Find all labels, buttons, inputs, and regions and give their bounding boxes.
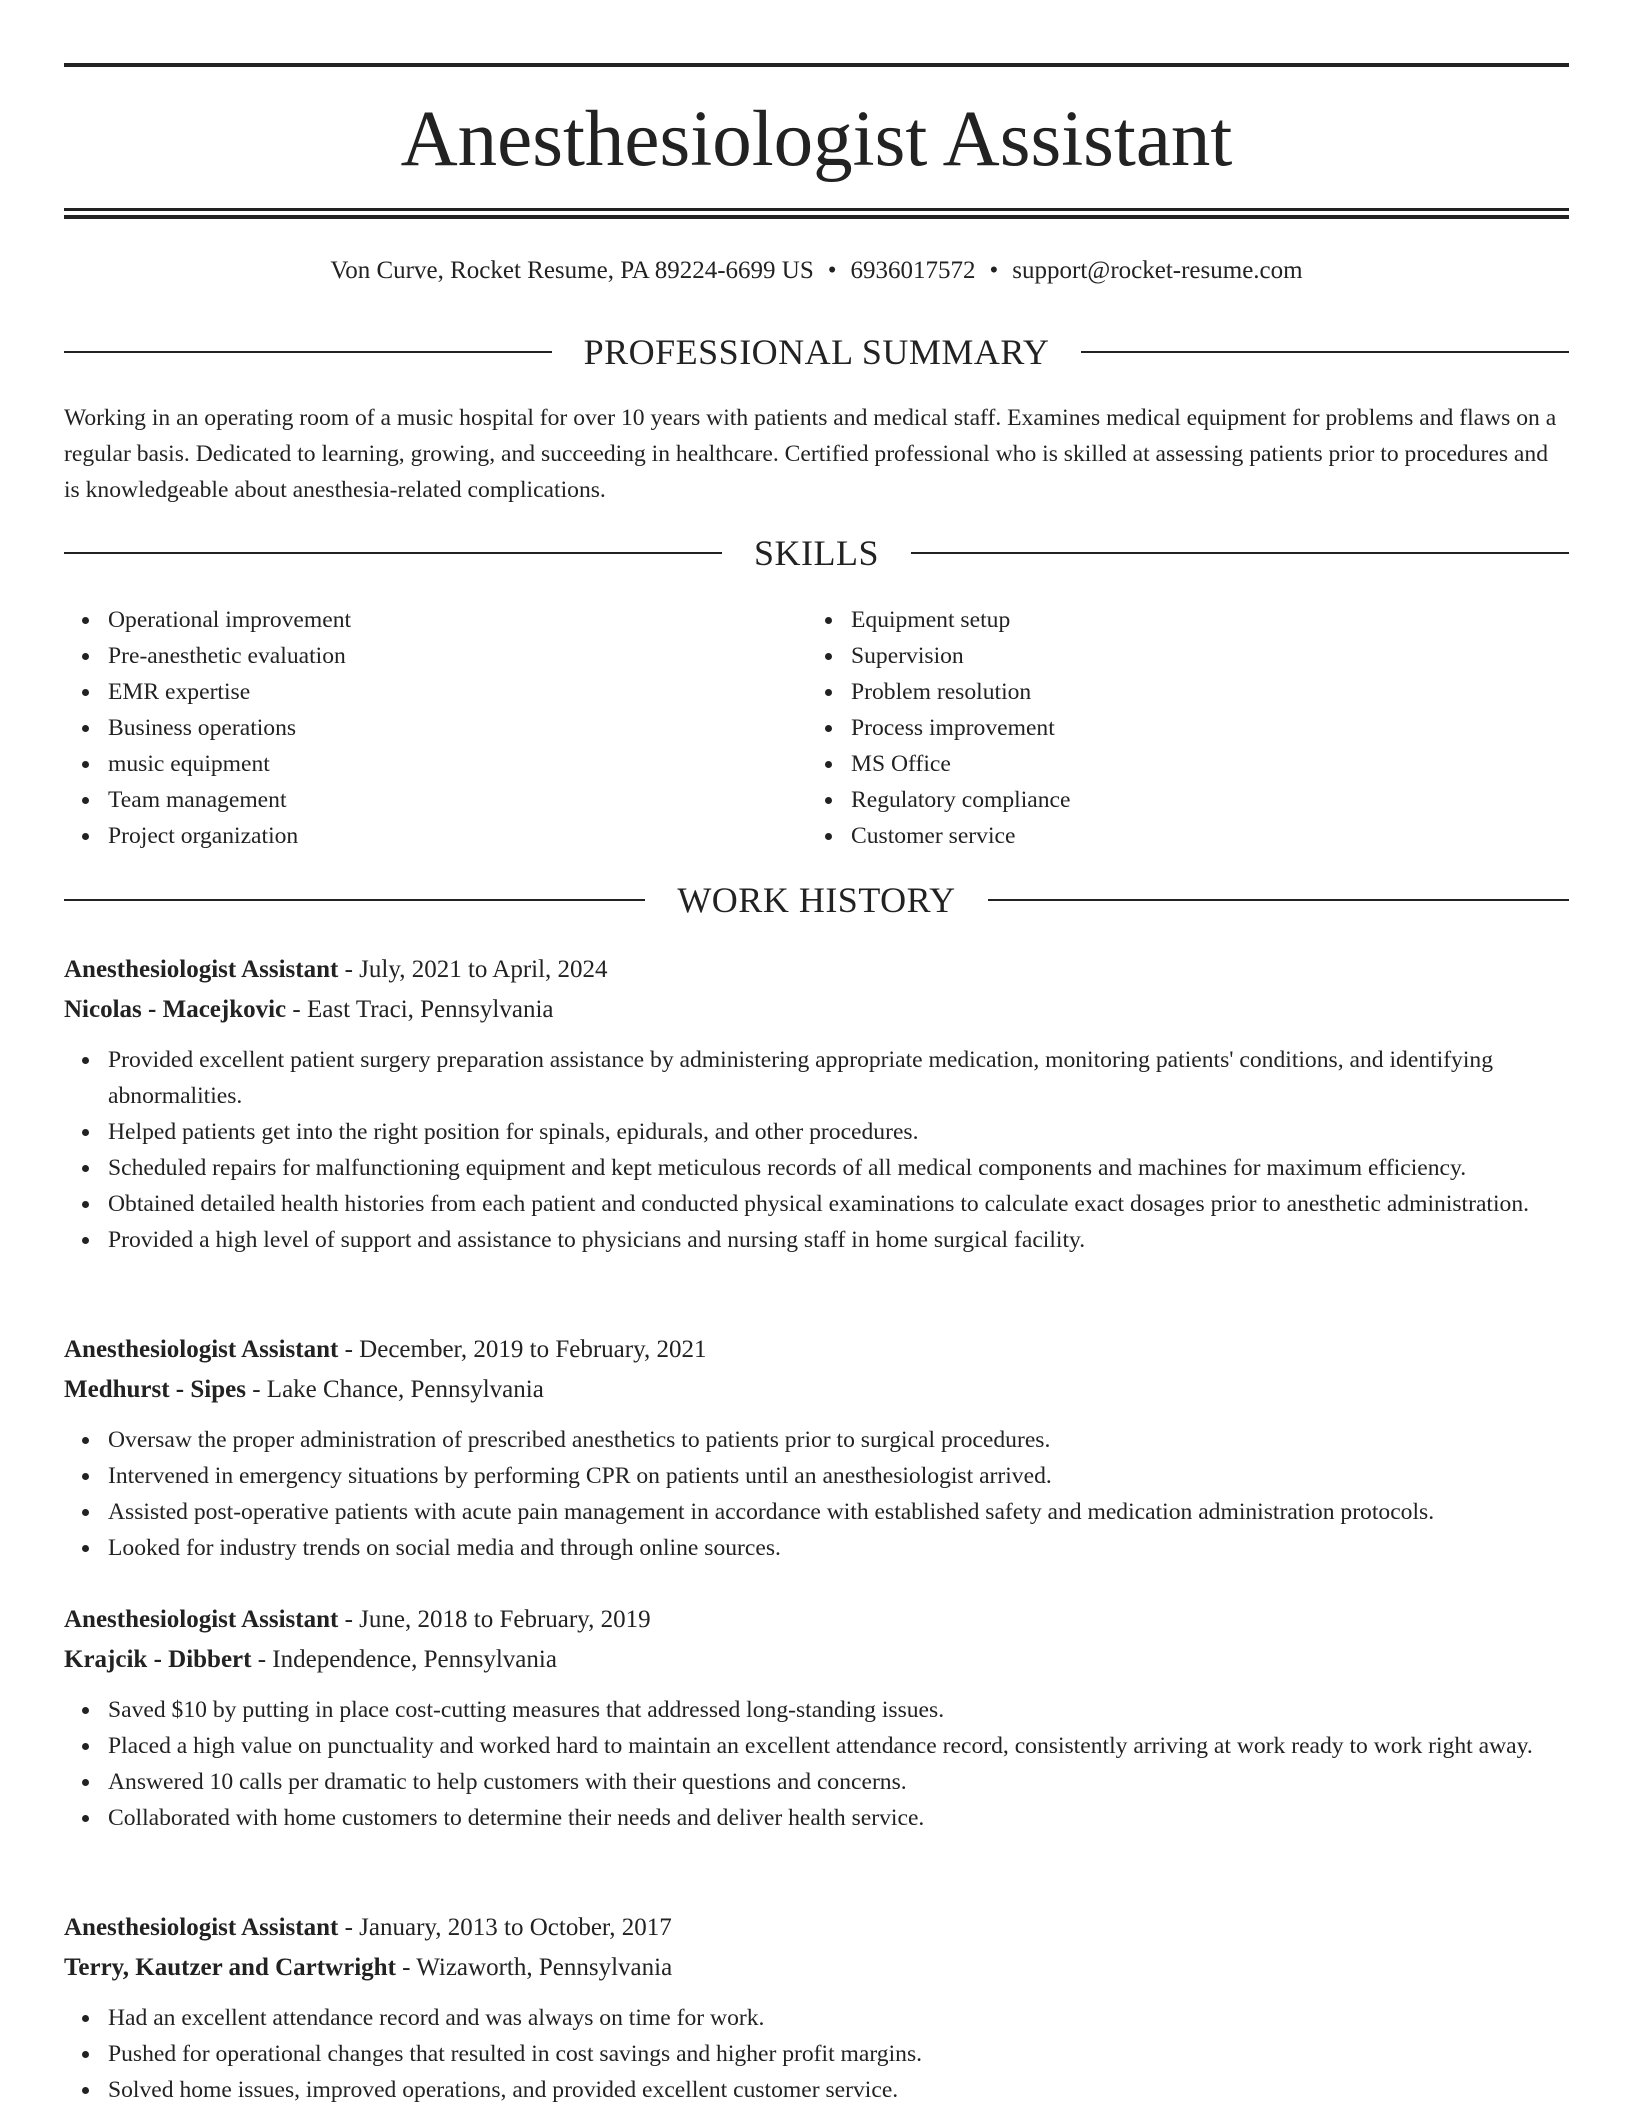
section-rule bbox=[64, 351, 552, 353]
employer-name: Medhurst - Sipes bbox=[64, 1376, 246, 1403]
skill-item: Customer service bbox=[851, 818, 1551, 854]
section-rule bbox=[988, 899, 1569, 901]
job-title-line bbox=[64, 1908, 1569, 1948]
employer-location: - Independence, Pennsylvania bbox=[251, 1646, 557, 1673]
resume-title: Anesthesiologist Assistant bbox=[400, 96, 1233, 183]
duty-item: Collaborated with home customers to determine their needs and deliver health service. bbox=[108, 1800, 1569, 1836]
employer-location: - Wizaworth, Pennsylvania bbox=[395, 1954, 673, 1981]
skill-item: Project organization bbox=[108, 818, 808, 854]
duty-item: Provided excellent patient surgery preparation assistance by administering appropriate medication, monitoring patients' conditions, and identifying abnormalities. bbox=[108, 1042, 1569, 1114]
section-title: WORK HISTORY bbox=[677, 880, 956, 920]
duty-item: Solved home issues, improved operations, and provided excellent customer service. bbox=[108, 2072, 1569, 2108]
section-header-skills bbox=[64, 533, 1569, 573]
skill-item: Supervision bbox=[851, 638, 1551, 674]
section-header-work-history bbox=[64, 880, 1569, 920]
duty-item: Oversaw the proper administration of prescribed anesthetics to patients prior to surgical procedures. bbox=[108, 1422, 1569, 1458]
contact-email: support@rocket-resume.com bbox=[1012, 257, 1303, 284]
skill-item: Pre-anesthetic evaluation bbox=[108, 638, 808, 674]
duty-item: Looked for industry trends on social media and through online sources. bbox=[108, 1530, 1569, 1566]
summary-text: Working in an operating room of a music hospital for over 10 years with patients and medical staff. Examines medical equipment for problems and flaws on a regular basis. Dedicated to learning, growing, and succeeding in healthcare. Certified professional who is skilled at assessing patients prior to procedures and is knowledgeable about anesthesia-related complications. bbox=[64, 405, 1557, 503]
job-title-line bbox=[64, 1330, 1569, 1370]
contact-phone: 6936017572 bbox=[850, 257, 976, 284]
job-title: Anesthesiologist Assistant bbox=[64, 956, 339, 983]
employer-line bbox=[64, 990, 1569, 1030]
duty-item: Scheduled repairs for malfunctioning equipment and kept meticulous records of all medical components and machines for maximum efficiency. bbox=[108, 1150, 1569, 1186]
work-entry bbox=[64, 1330, 1569, 1566]
section-rule bbox=[911, 552, 1569, 554]
duty-item: Answered 10 calls per dramatic to help customers with their questions and concerns. bbox=[108, 1764, 1569, 1800]
section-header-summary bbox=[64, 332, 1569, 372]
job-title: Anesthesiologist Assistant bbox=[64, 1606, 339, 1633]
duty-item: Pushed for operational changes that resulted in cost savings and higher profit margins. bbox=[108, 2036, 1569, 2072]
job-duties bbox=[64, 1692, 1569, 1836]
contact-separator: • bbox=[989, 257, 999, 284]
skill-item: Equipment setup bbox=[851, 602, 1551, 638]
job-dates: - June, 2018 to February, 2019 bbox=[338, 1606, 651, 1633]
employer-location: - Lake Chance, Pennsylvania bbox=[245, 1376, 544, 1403]
section-title: PROFESSIONAL SUMMARY bbox=[583, 332, 1050, 372]
contact-separator: • bbox=[827, 257, 837, 284]
section-title: SKILLS bbox=[754, 533, 880, 573]
skill-item: Regulatory compliance bbox=[851, 782, 1551, 818]
duty-item: Placed a high value on punctuality and worked hard to maintain an excellent attendance record, consistently arriving at work ready to work right away. bbox=[108, 1728, 1569, 1764]
contact-address: Von Curve, Rocket Resume, PA 89224-6699 US bbox=[330, 257, 814, 284]
section-rule bbox=[1081, 351, 1569, 353]
skills-column-left bbox=[64, 602, 808, 854]
job-dates: - July, 2021 to April, 2024 bbox=[338, 956, 608, 983]
duty-item: Assisted post-operative patients with acute pain management in accordance with established safety and medication administration protocols. bbox=[108, 1494, 1569, 1530]
duty-item: Helped patients get into the right position for spinals, epidurals, and other procedures. bbox=[108, 1114, 1569, 1150]
employer-name: Krajcik - Dibbert bbox=[64, 1646, 252, 1673]
duty-item: Obtained detailed health histories from each patient and conducted physical examinations to calculate exact dosages prior to anesthetic administration. bbox=[108, 1186, 1569, 1222]
duty-item: Intervened in emergency situations by performing CPR on patients until an anesthesiologist arrived. bbox=[108, 1458, 1569, 1494]
work-entry bbox=[64, 1600, 1569, 1836]
job-title-line bbox=[64, 950, 1569, 990]
skill-item: Team management bbox=[108, 782, 808, 818]
job-title: Anesthesiologist Assistant bbox=[64, 1336, 339, 1363]
employer-line bbox=[64, 1640, 1569, 1680]
skill-item: EMR expertise bbox=[108, 674, 808, 710]
employer-name: Terry, Kautzer and Cartwright bbox=[64, 1954, 396, 1981]
contact-line bbox=[64, 255, 1569, 287]
duty-item: Had an excellent attendance record and was always on time for work. bbox=[108, 2000, 1569, 2036]
job-duties bbox=[64, 1422, 1569, 1566]
employer-location: - East Traci, Pennsylvania bbox=[286, 996, 554, 1023]
skill-item: Business operations bbox=[108, 710, 808, 746]
skills-list bbox=[64, 602, 1569, 854]
employer-line bbox=[64, 1948, 1569, 1988]
section-rule bbox=[64, 552, 722, 554]
skill-item: music equipment bbox=[108, 746, 808, 782]
skill-item: Operational improvement bbox=[108, 602, 808, 638]
work-entry bbox=[64, 950, 1569, 1258]
skills-column-right bbox=[808, 602, 1551, 854]
job-duties bbox=[64, 1042, 1569, 1258]
skill-item: Process improvement bbox=[851, 710, 1551, 746]
job-title-line bbox=[64, 1600, 1569, 1640]
duty-item: Saved $10 by putting in place cost-cutting measures that addressed long-standing issues. bbox=[108, 1692, 1569, 1728]
section-rule bbox=[64, 899, 645, 901]
job-title: Anesthesiologist Assistant bbox=[64, 1914, 339, 1941]
job-dates: - December, 2019 to February, 2021 bbox=[338, 1336, 707, 1363]
top-rule bbox=[64, 63, 1569, 67]
work-entry bbox=[64, 1908, 1569, 2108]
job-duties bbox=[64, 2000, 1569, 2108]
title-rule-lower bbox=[64, 215, 1569, 219]
title-rule-upper bbox=[64, 208, 1569, 211]
skill-item: MS Office bbox=[851, 746, 1551, 782]
duty-item: Provided a high level of support and assistance to physicians and nursing staff in home surgical facility. bbox=[108, 1222, 1569, 1258]
skill-item: Problem resolution bbox=[851, 674, 1551, 710]
employer-name: Nicolas - Macejkovic bbox=[64, 996, 287, 1023]
employer-line bbox=[64, 1370, 1569, 1410]
job-dates: - January, 2013 to October, 2017 bbox=[338, 1914, 672, 1941]
